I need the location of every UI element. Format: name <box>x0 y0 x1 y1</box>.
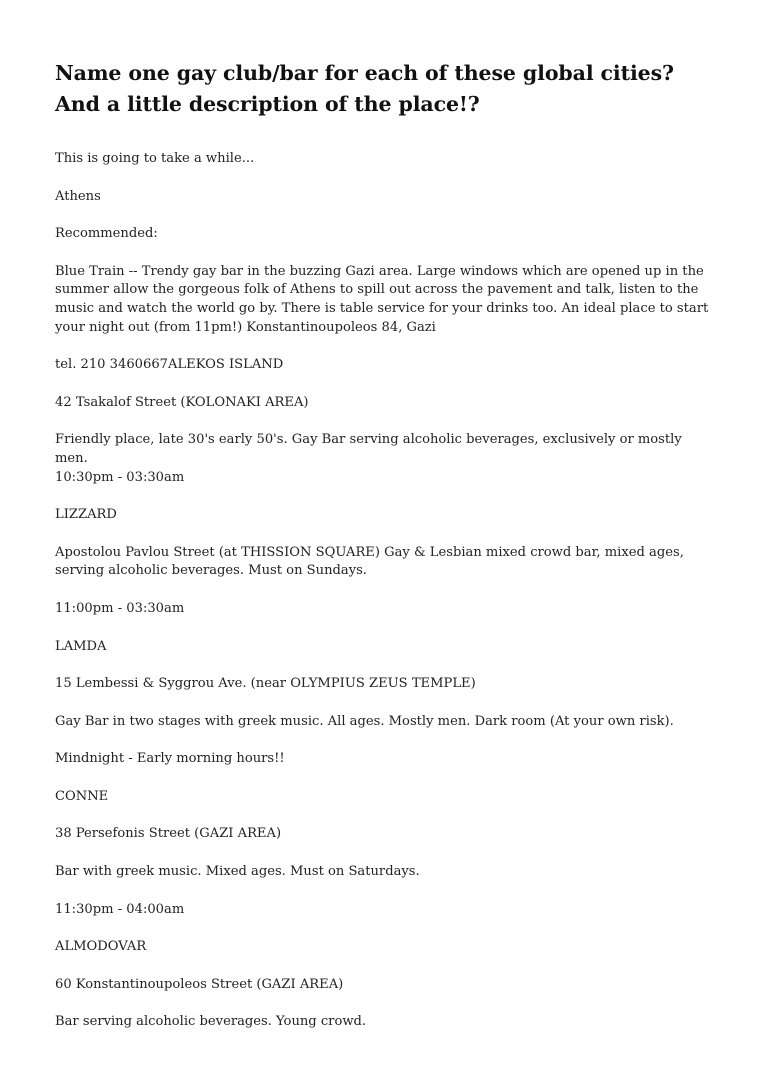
paragraph-lizzard-hours: 11:00pm - 03:30am <box>55 600 185 616</box>
paragraph-conne-hours: 11:30pm - 04:00am <box>55 901 185 917</box>
paragraph-lizzard: LIZZARD <box>55 507 117 523</box>
paragraph-almodovar: ALMODOVAR <box>55 939 147 955</box>
paragraph-conne: CONNE <box>55 788 109 804</box>
paragraph-intro: This is going to take a while... <box>55 151 255 166</box>
paragraph-blue-train: Blue Train -- Trendy gay bar in the buzzing Gazi area. Large windows which are opened up in the summer allow the gorgeous folk of Athens to spill out across the pavement and talk, listen to the music and watch the world go by. There is table service for your drinks too. An ideal place to start your night out (from 11pm!) Konstantinoupoleos 84, Gazi <box>55 263 709 335</box>
paragraph-lamda-description: Gay Bar in two stages with greek music. All ages. Mostly men. Dark room (At your own risk). <box>55 713 674 729</box>
paragraph-lizzard-description: Apostolou Pavlou Street (at THISSION SQUARE) Gay & Lesbian mixed crowd bar, mixed ages, serving alcoholic beverages. Must on Sundays. <box>55 544 684 579</box>
paragraph-lamda: LAMDA <box>55 638 107 654</box>
paragraph-recommended: Recommended: <box>55 226 158 242</box>
paragraph-tel: tel. 210 3460667ALEKOS ISLAND <box>55 357 284 373</box>
page-title: Name one gay club/bar for each of these global cities? And a little description of the place!? <box>55 61 674 116</box>
paragraph-alekos-description: Friendly place, late 30's early 50's. Gay Bar serving alcoholic beverages, exclusively or mostly men. 10:30pm - 03:30am <box>55 432 682 485</box>
document-body <box>55 150 715 1032</box>
paragraph-conne-description: Bar with greek music. Mixed ages. Must on Saturdays. <box>55 864 420 880</box>
paragraph-alekos-address: 42 Tsakalof Street (KOLONAKI AREA) <box>55 394 309 410</box>
document-page <box>55 58 715 1051</box>
paragraph-almodovar-description: Bar serving alcoholic beverages. Young crowd. <box>55 1014 367 1030</box>
paragraph-city: Athens <box>55 188 101 204</box>
paragraph-almodovar-address: 60 Konstantinoupoleos Street (GAZI AREA) <box>55 976 344 992</box>
paragraph-conne-address: 38 Persefonis Street (GAZI AREA) <box>55 826 282 842</box>
paragraph-lamda-address: 15 Lembessi & Syggrou Ave. (near OLYMPIUS ZEUS TEMPLE) <box>55 676 476 692</box>
paragraph-lamda-hours: Mindnight - Early morning hours!! <box>55 751 285 767</box>
